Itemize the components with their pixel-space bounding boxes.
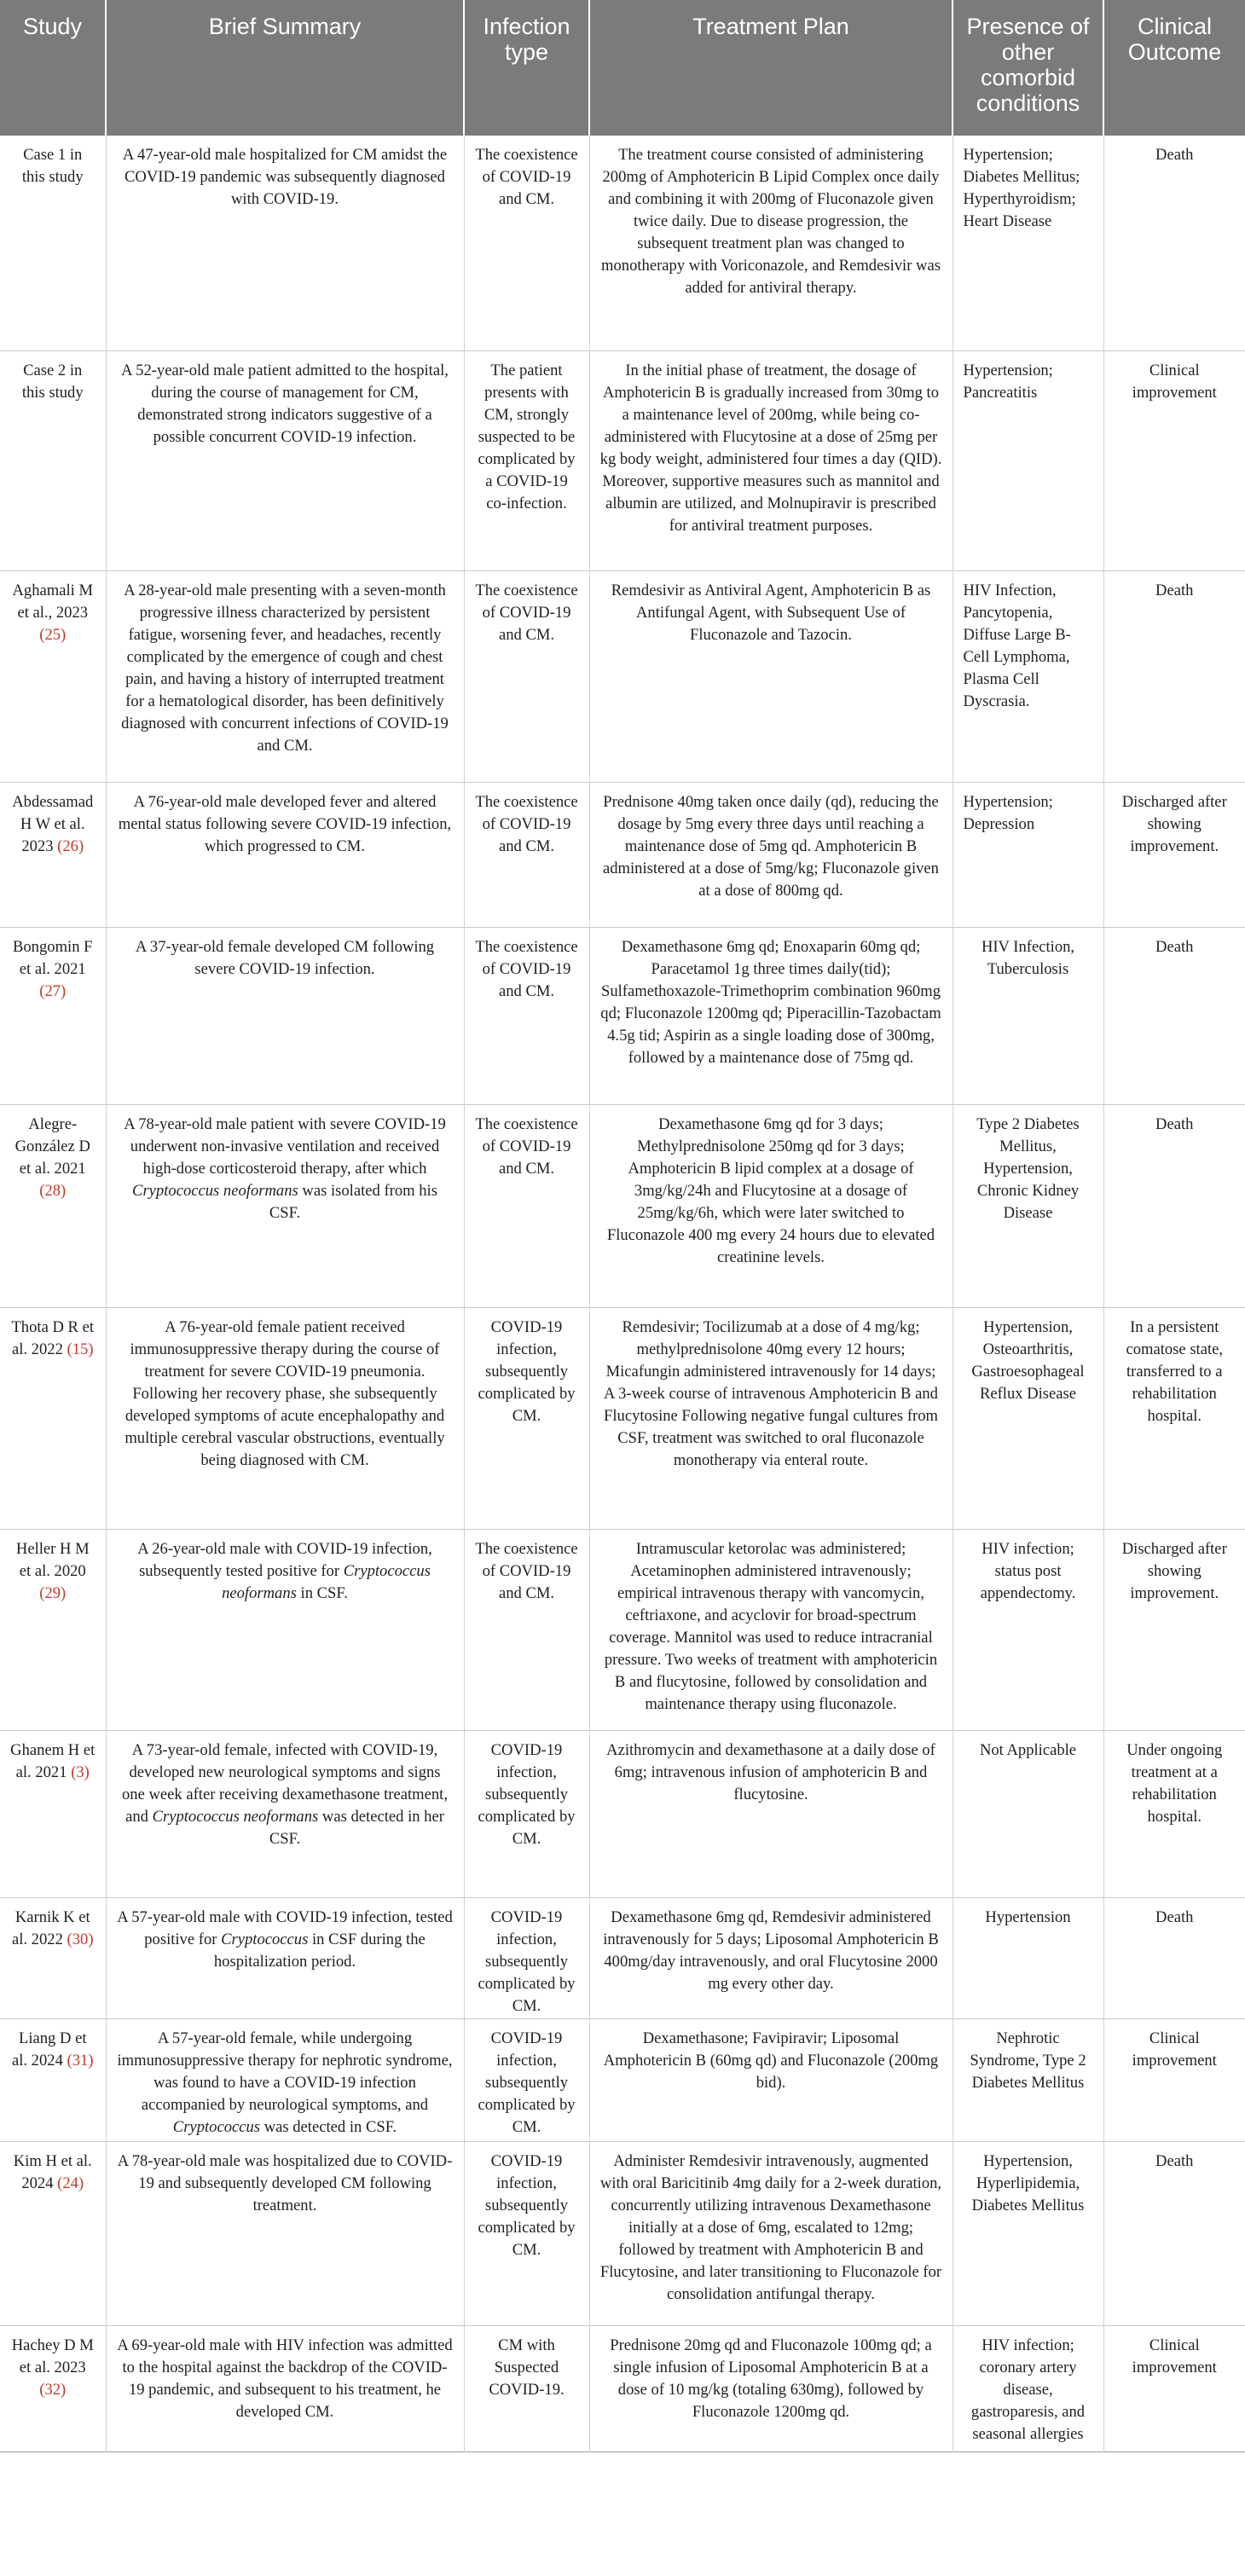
cell-infection-type [464, 136, 589, 350]
cell-study [0, 927, 106, 1104]
header-comorbid-conditions: Presence of other comorbid conditions [953, 0, 1103, 136]
cell-comorbid [953, 350, 1103, 570]
cell-treatment [589, 1104, 953, 1307]
treatment-text: Dexamethasone; Favipiravir; Liposomal Amphotericin B (60mg qd) and Fluconazole (200mg bid). [603, 2029, 939, 2092]
reference-link[interactable]: (15) [67, 1340, 94, 1358]
cell-treatment [589, 1529, 953, 1730]
summary-text: A 57-year-old female, while undergoing immunosuppressive therapy for nephrotic syndrome, was found to have a COVID-19 infection accompanied by neurological symptoms, and [117, 2029, 453, 2114]
cell-summary [106, 1897, 464, 2018]
organism-name: Cryptococcus [221, 1930, 309, 1948]
organism-name: Cryptococcus neoformans [152, 1807, 319, 1826]
summary-text: A 78-year-old male patient with severe COVID-19 underwent non-invasive ventilation and received high-dose corticosteroid therapy, after which [124, 1114, 446, 1178]
cell-study [0, 2018, 106, 2141]
outcome-text: Death [1155, 2151, 1194, 2170]
cell-infection-type [464, 2018, 589, 2141]
cell-treatment [589, 136, 953, 350]
infection-text: The coexistence of COVID-19 and CM. [475, 792, 578, 855]
cell-outcome [1103, 350, 1245, 570]
cell-summary [106, 1104, 464, 1307]
cell-outcome [1103, 1730, 1245, 1897]
infection-text: The coexistence of COVID-19 and CM. [475, 581, 578, 644]
cell-infection-type [464, 2325, 589, 2452]
cell-comorbid [953, 1104, 1103, 1307]
study-label: Aghamali M et al., 2023 [12, 581, 93, 622]
cell-outcome [1103, 782, 1245, 927]
cell-summary [106, 350, 464, 570]
table-row [0, 782, 1245, 927]
study-label: Heller H M et al. 2020 [15, 1539, 90, 1580]
comorbid-text: Nephrotic Syndrome, Type 2 Diabetes Mellitus [970, 2029, 1086, 2092]
outcome-text: Discharged after showing improvement. [1121, 792, 1227, 855]
treatment-text: Dexamethasone 6mg qd; Enoxaparin 60mg qd; Paracetamol 1g three times daily(tid); Sulfamethoxazole-Trimethoprim combination 960mg qd; Fluconazole 1200mg qd; Piperacillin-Tazobactam 4.5g tid; Aspirin as a single loading dose of 300mg, followed by a maintenance dose of 75mg qd. [600, 937, 941, 1067]
infection-text: The coexistence of COVID-19 and CM. [475, 937, 578, 1000]
cell-treatment [589, 2018, 953, 2141]
cell-study [0, 1730, 106, 1897]
table-row [0, 1104, 1245, 1307]
study-label: Kim H et al. 2024 [13, 2151, 92, 2192]
cell-treatment [589, 2141, 953, 2325]
treatment-text: Remdesivir as Antiviral Agent, Amphotericin B as Antifungal Agent, with Subsequent Use of Fluconazole and Tazocin. [611, 581, 931, 644]
cell-summary [106, 2325, 464, 2452]
table-row [0, 1730, 1245, 1897]
cell-comorbid [953, 782, 1103, 927]
comorbid-text: Hypertension, Hyperlipidemia, Diabetes Mellitus [971, 2151, 1085, 2214]
cell-comorbid [953, 136, 1103, 350]
cell-study [0, 2141, 106, 2325]
organism-name: Cryptococcus [172, 2117, 261, 2136]
reference-link[interactable]: (30) [67, 1930, 94, 1948]
cell-infection-type [464, 2141, 589, 2325]
treatment-text: Prednisone 40mg taken once daily (qd), reducing the dosage by 5mg every three days until reaching a maintenance dose of 5mg qd. Amphotericin B administered at a dose of 5mg/kg; Fluconazole given at a dose of 800mg qd. [603, 792, 939, 900]
study-label: Hachey D M et al. 2023 [11, 2336, 94, 2376]
study-label: Case 2 in this study [21, 361, 84, 402]
summary-text: A 28-year-old male presenting with a seven-month progressive illness characterized by persistent fatigue, worsening fever, and headaches, recently complicated by the emergence of cough and chest pain, and having a history of interrupted treatment for a hematological disorder, has been definitively diagnosed with concurrent infections of COVID-19 and CM. [121, 581, 449, 755]
cell-treatment [589, 782, 953, 927]
comorbid-text: HIV infection; status post appendectomy. [980, 1539, 1076, 1602]
table-row [0, 2018, 1245, 2141]
cell-treatment [589, 350, 953, 570]
reference-link[interactable]: (24) [57, 2174, 84, 2192]
summary-text: A 76-year-old female patient received immunosuppressive therapy during the course of treatment for severe COVID-19 pneumonia. Following her recovery phase, she subsequently developed symptoms of acute encephalopathy and multiple cerebral vascular obstructions, eventually being diagnosed with CM. [124, 1317, 445, 1469]
cell-outcome [1103, 927, 1245, 1104]
cell-treatment [589, 1730, 953, 1897]
summary-text-end: was isolated from his CSF. [269, 1181, 437, 1222]
cell-study [0, 1307, 106, 1529]
cell-comorbid [953, 2325, 1103, 2452]
cell-outcome [1103, 136, 1245, 350]
cell-summary [106, 782, 464, 927]
treatment-text: Azithromycin and dexamethasone at a daily dose of 6mg; intravenous infusion of amphotericin B and flucytosine. [606, 1740, 935, 1803]
table-row [0, 570, 1245, 782]
cell-summary [106, 1529, 464, 1730]
cell-study [0, 136, 106, 350]
cell-outcome [1103, 2018, 1245, 2141]
reference-link[interactable]: (29) [39, 1583, 67, 1602]
table-row [0, 1307, 1245, 1529]
reference-link[interactable]: (31) [67, 2051, 94, 2069]
header-study: Study [0, 0, 106, 136]
header-row [0, 0, 1245, 136]
outcome-text: Clinical improvement [1132, 361, 1217, 402]
reference-link[interactable]: (28) [39, 1181, 67, 1200]
infection-text: CM with Suspected COVID-19. [489, 2336, 565, 2399]
infection-text: COVID-19 infection, subsequently complicated by CM. [478, 1740, 576, 1848]
cell-infection-type [464, 927, 589, 1104]
cell-outcome [1103, 1897, 1245, 2018]
treatment-text: Dexamethasone 6mg qd, Remdesivir administered intravenously for 5 days; Liposomal Amphotericin B 400mg/day intravenously, and oral Flucytosine 2000 mg every other day. [603, 1907, 939, 1993]
comorbid-text: Hypertension; Pancreatitis [963, 361, 1053, 402]
cell-infection-type [464, 1104, 589, 1307]
outcome-text: Death [1155, 937, 1194, 956]
outcome-text: Discharged after showing improvement. [1121, 1539, 1227, 1602]
cell-comorbid [953, 1529, 1103, 1730]
organism-name: Cryptococcus neoformans [132, 1181, 298, 1200]
summary-text: A 26-year-old male with COVID-19 infection, subsequently tested positive for [137, 1539, 432, 1580]
cell-summary [106, 136, 464, 350]
infection-text: COVID-19 infection, subsequently complicated by CM. [478, 1907, 576, 2015]
cell-summary [106, 2018, 464, 2141]
table-row [0, 1897, 1245, 2018]
header-infection-type: Infection type [464, 0, 589, 136]
reference-link[interactable]: (26) [57, 836, 84, 855]
comorbid-text: Hypertension; Depression [963, 792, 1053, 833]
cell-outcome [1103, 570, 1245, 782]
summary-text: A 78-year-old male was hospitalized due to COVID-19 and subsequently developed CM following treatment. [117, 2151, 453, 2214]
cell-outcome [1103, 2325, 1245, 2452]
cell-infection-type [464, 570, 589, 782]
reference-link[interactable]: (27) [39, 981, 67, 1000]
outcome-text: Death [1155, 1114, 1194, 1133]
cell-treatment [589, 1897, 953, 2018]
treatment-text: Administer Remdesivir intravenously, augmented with oral Baricitinib 4mg daily for a 2-week duration, concurrently utilizing intravenous Dexamethasone initially at a dose of 6mg, escalated to 12mg; followed by treatment with Amphotericin B and Flucytosine, and later transitioning to Fluconazole for consolidation antifungal therapy. [599, 2151, 942, 2303]
header-treatment-plan: Treatment Plan [589, 0, 953, 136]
summary-text: A 57-year-old male with COVID-19 infection, tested positive for [117, 1907, 453, 1948]
outcome-text: Clinical improvement [1132, 2336, 1217, 2376]
summary-text: A 76-year-old male developed fever and altered mental status following severe COVID-19 infection, which progressed to CM. [118, 792, 452, 855]
summary-text: A 47-year-old male hospitalized for CM amidst the COVID-19 pandemic was subsequently diagnosed with COVID-19. [122, 146, 448, 208]
treatment-text: Prednisone 20mg qd and Fluconazole 100mg qd; a single infusion of Liposomal Amphotericin B at a dose of 10 mg/kg (totaling 630mg), followed by Fluconazole 1200mg qd. [610, 2336, 932, 2421]
cell-summary [106, 1730, 464, 1897]
cell-comorbid [953, 1897, 1103, 2018]
cell-comorbid [953, 927, 1103, 1104]
summary-text-end: was detected in CSF. [260, 2117, 397, 2136]
cell-treatment [589, 2325, 953, 2452]
cell-infection-type [464, 782, 589, 927]
cell-infection-type [464, 350, 589, 570]
cell-comorbid [953, 2141, 1103, 2325]
cell-summary [106, 570, 464, 782]
cell-comorbid [953, 1307, 1103, 1529]
cell-summary [106, 927, 464, 1104]
outcome-text: Clinical improvement [1132, 2029, 1217, 2069]
outcome-text: Death [1155, 581, 1194, 599]
infection-text: The patient presents with CM, strongly suspected to be complicated by a COVID-19 co-infection. [478, 361, 576, 512]
table-row [0, 350, 1245, 570]
table-row [0, 2325, 1245, 2452]
outcome-text: Death [1155, 1907, 1194, 1926]
infection-text: COVID-19 infection, subsequently complicated by CM. [478, 1317, 576, 1425]
cell-study [0, 782, 106, 927]
treatment-text: The treatment course consisted of administering 200mg of Amphotericin B Lipid Complex once daily and combining it with 200mg of Fluconazole given twice daily. Due to disease progression, the subsequent treatment plan was changed to monotherapy with Voriconazole, and Remdesivir was added for antiviral therapy. [601, 146, 941, 297]
outcome-text: Under ongoing treatment at a rehabilitation hospital. [1126, 1740, 1223, 1826]
summary-text-end: was detected in her CSF. [269, 1807, 444, 1848]
infection-text: The coexistence of COVID-19 and CM. [475, 146, 578, 208]
study-label: Case 1 in this study [21, 146, 84, 186]
comorbid-text: HIV Infection, Tuberculosis [981, 937, 1075, 978]
table-row [0, 2141, 1245, 2325]
treatment-text: Remdesivir; Tocilizumab at a dose of 4 mg/kg; methylprednisolone 40mg every 12 hours; Micafungin administered intravenously for 14 days; A 3-week course of intravenous Amphotericin B and Flucytosine Following negative fungal cultures from CSF, treatment was switched to oral fluconazole monotherapy via enteral route. [604, 1317, 938, 1469]
infection-text: The coexistence of COVID-19 and CM. [475, 1539, 578, 1602]
infection-text: COVID-19 infection, subsequently complicated by CM. [478, 2029, 576, 2136]
infection-text: The coexistence of COVID-19 and CM. [475, 1114, 578, 1178]
study-label: Ghanem H et al. 2021 [10, 1740, 96, 1781]
cell-summary [106, 1307, 464, 1529]
cell-treatment [589, 1307, 953, 1529]
summary-text: A 69-year-old male with HIV infection was admitted to the hospital against the backdrop of the COVID-19 pandemic, and subsequent to his treatment, he developed CM. [117, 2336, 453, 2421]
cell-infection-type [464, 1529, 589, 1730]
comorbid-text: HIV infection; coronary artery disease, gastroparesis, and seasonal allergies [970, 2336, 1086, 2443]
cell-summary [106, 2141, 464, 2325]
study-label: Liang D et al. 2024 [11, 2029, 87, 2069]
comorbid-text: Type 2 Diabetes Mellitus, Hypertension, Chronic Kidney Disease [976, 1114, 1080, 1222]
treatment-text: Dexamethasone 6mg qd for 3 days; Methylprednisolone 250mg qd for 3 days; Amphotericin B lipid complex at a dosage of 3mg/kg/24h and Flucytosine at a dosage of 25mg/kg/6h, which were later switched to Fluconazole 400 mg every 24 hours due to elevated creatinine levels. [606, 1114, 935, 1266]
outcome-text: Death [1155, 146, 1194, 164]
summary-text: A 52-year-old male patient admitted to the hospital, during the course of management for CM, demonstrated strong indicators suggestive of a possible concurrent COVID-19 infection. [121, 361, 449, 446]
outcome-text: In a persistent comatose state, transferred to a rehabilitation hospital. [1126, 1317, 1224, 1425]
header-clinical-outcome: Clinical Outcome [1103, 0, 1245, 136]
summary-text: A 37-year-old female developed CM following severe COVID-19 infection. [135, 937, 435, 978]
cell-infection-type [464, 1307, 589, 1529]
cell-treatment [589, 927, 953, 1104]
summary-text-end: in CSF during the hospitalization period. [213, 1930, 426, 1971]
table-row [0, 927, 1245, 1104]
study-label: Thota D R et al. 2022 [11, 1317, 95, 1358]
cell-outcome [1103, 2141, 1245, 2325]
summary-text-end: in CSF. [296, 1583, 348, 1602]
cell-comorbid [953, 1730, 1103, 1897]
cell-infection-type [464, 1730, 589, 1897]
comorbid-text: Hypertension [985, 1907, 1071, 1926]
cell-comorbid [953, 2018, 1103, 2141]
table-row [0, 136, 1245, 350]
cell-outcome [1103, 1307, 1245, 1529]
organism-name: Cryptococcus neoformans [222, 1561, 431, 1602]
treatment-text: In the initial phase of treatment, the dosage of Amphotericin B is gradually increased from 30mg to a maintenance level of 200mg, while being co-administered with Flucytosine at a dose of 25mg per kg body weight, administered four times a day (QID). Moreover, supportive measures such as mannitol and albumin are utilized, and Molnupiravir is prescribed for antiviral treatment purposes. [599, 361, 942, 535]
cell-outcome [1103, 1104, 1245, 1307]
comorbid-text: HIV Infection, Pancytopenia, Diffuse Large B-Cell Lymphoma, Plasma Cell Dyscrasia. [963, 581, 1071, 710]
study-label: Karnik K et al. 2022 [11, 1907, 90, 1948]
table-row [0, 1529, 1245, 1730]
cell-study [0, 1529, 106, 1730]
cell-study [0, 350, 106, 570]
reference-link[interactable]: (32) [39, 2380, 67, 2399]
comorbid-text: Hypertension; Diabetes Mellitus; Hyperthyroidism; Heart Disease [963, 146, 1080, 230]
study-label: Alegre-González D et al. 2021 [14, 1114, 90, 1178]
summary-text: A 73-year-old female, infected with COVID-19, developed new neurological symptoms and signs one week after receiving dexamethasone treatment, and [121, 1740, 449, 1826]
comorbid-text: Not Applicable [979, 1740, 1077, 1759]
comorbid-text: Hypertension, Osteoarthritis, Gastroesophageal Reflux Disease [971, 1317, 1085, 1403]
cell-outcome [1103, 1529, 1245, 1730]
infection-text: COVID-19 infection, subsequently complicated by CM. [478, 2151, 576, 2259]
cell-study [0, 1897, 106, 2018]
reference-link[interactable]: (25) [39, 625, 67, 644]
cell-study [0, 570, 106, 782]
cell-comorbid [953, 570, 1103, 782]
cell-study [0, 1104, 106, 1307]
study-label: Abdessamad H W et al. 2023 [12, 792, 94, 855]
cell-treatment [589, 570, 953, 782]
treatment-text: Intramuscular ketorolac was administered; Acetaminophen administered intravenously; empirical intravenous therapy with vancomycin, ceftriaxone, and acyclovir for broad-spectrum coverage. Mannitol was used to reduce intracranial pressure. Two weeks of treatment with amphotericin B and flucytosine, followed by consolidation and maintenance therapy using fluconazole. [604, 1539, 938, 1713]
header-brief-summary: Brief Summary [106, 0, 464, 136]
study-label: Bongomin F et al. 2021 [12, 937, 93, 978]
reference-link[interactable]: (3) [71, 1763, 90, 1781]
cell-infection-type [464, 1897, 589, 2018]
cell-study [0, 2325, 106, 2452]
